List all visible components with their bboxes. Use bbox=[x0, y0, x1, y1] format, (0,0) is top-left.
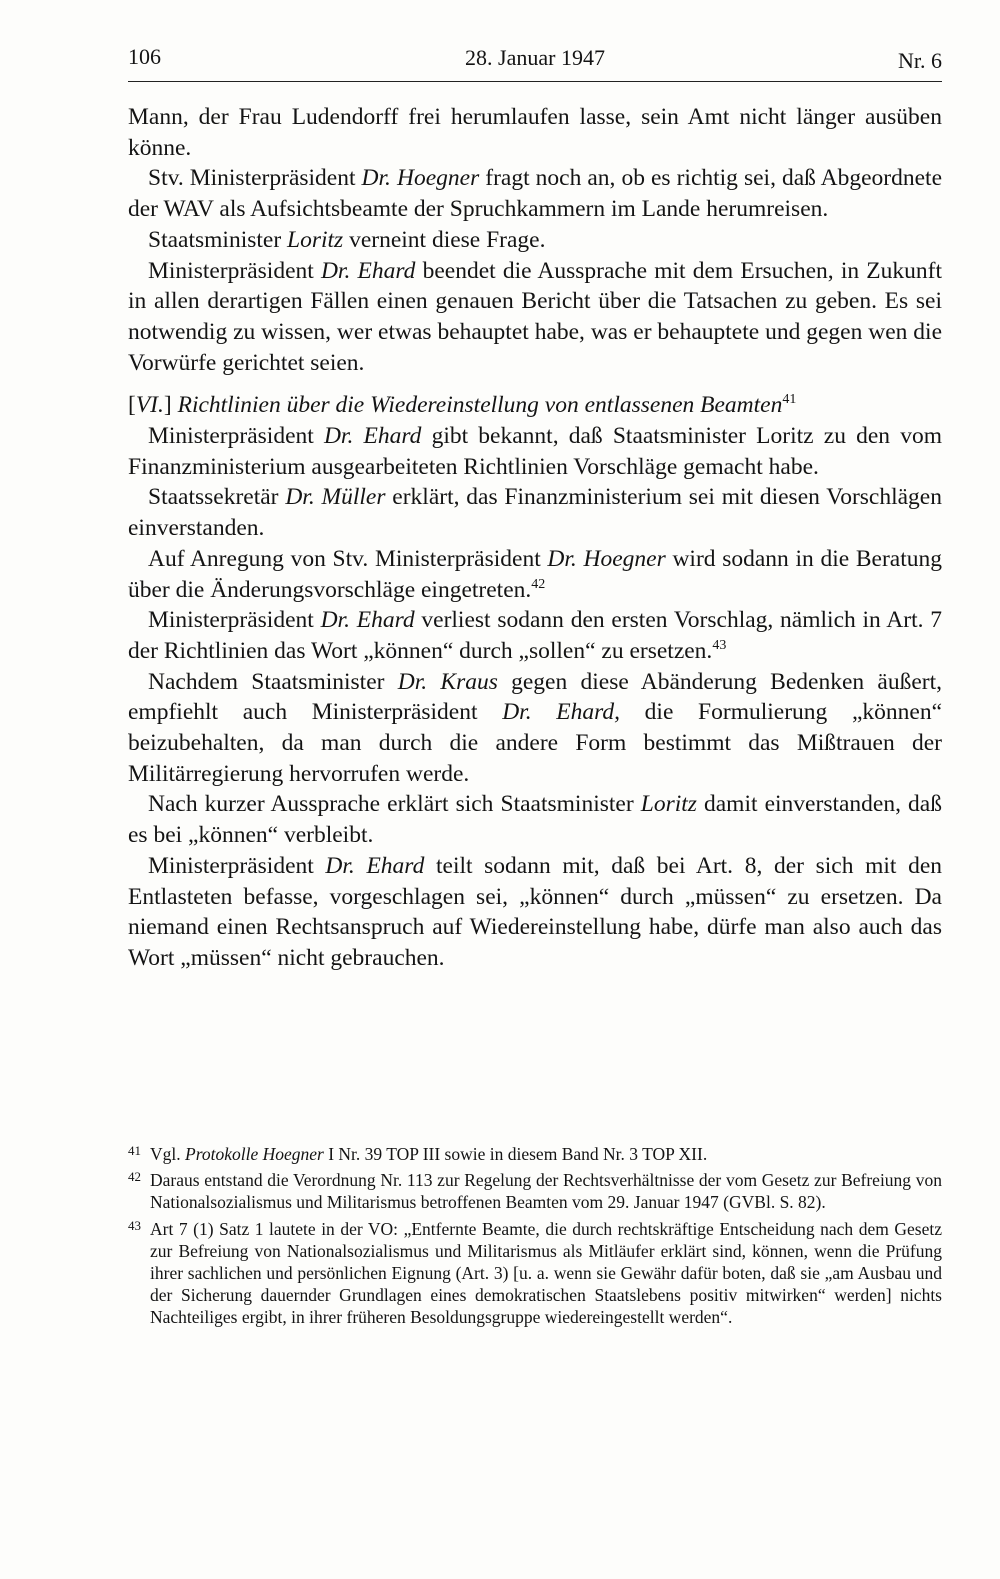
person-name: Loritz bbox=[287, 226, 344, 253]
header-rule bbox=[128, 81, 942, 82]
section-title: Richtlinien über die Wiedereinstellung von entlassenen Beamten bbox=[177, 392, 783, 419]
section-heading: [VI.] Richtlinien über die Wiedereinstellung von entlassenen Beamten$^{41}$ bbox=[128, 392, 797, 419]
paragraph-3: Staatsminister Loritz verneint diese Frage. bbox=[148, 226, 546, 253]
person-name: Ehard bbox=[356, 607, 415, 634]
person-name: Kraus bbox=[440, 668, 498, 695]
header-date: 28. Januar 1947 bbox=[465, 45, 605, 70]
footnote-41: 41 Vgl. Protokolle Hoegner I Nr. 39 TOP III sowie in diesem Band Nr. 3 TOP XII. bbox=[128, 1143, 942, 1165]
document-number: Nr. 6 bbox=[898, 48, 942, 73]
paragraph-5: Ministerpräsident Dr. Ehard gibt bekannt, daß Staatsminister Loritz zu den vom Finanzministerium ausgearbeiteten Richtlinien Vorschläge gemacht habe. bbox=[128, 423, 942, 480]
section-number: VI. bbox=[135, 392, 164, 419]
paragraph-4: Ministerpräsident Dr. Ehard beendet die Aussprache mit dem Ersuchen, in Zukunft in allen derartigen Fällen einen genauen Bericht über die Tatsachen zu geben. Es sei notwendig zu wissen, wer etwas behauptet habe, was er behauptete und gegen wen die Vorwürfe gerichtet seien. bbox=[128, 257, 942, 376]
paragraph-10: Nach kurzer Aussprache erklärt sich Staatsminister Loritz damit einverstanden, daß es bei „können“ verbleibt. bbox=[128, 791, 942, 849]
person-name: Loritz bbox=[640, 791, 697, 818]
person-name: Ehard bbox=[357, 257, 416, 284]
paragraph-2: Stv. Ministerpräsident Dr. Hoegner fragt noch an, ob es richtig sei, daß Abgeordnete der WAV als Aufsichtsbeamte der Spruchkammern im Lande herumreisen. bbox=[128, 165, 943, 223]
person-name: Hoegner bbox=[396, 165, 480, 192]
footnote-43: 43 Art 7 (1) Satz 1 lautete in der VO: „Entfernte Beamte, die durch rechtskräftige Entscheidung nach dem Gesetz zur Befreiung von Nationalsozialismus und Militarismus als Mitläufer erklärt sind, können, wenn die Prüfung ihrer sachlichen und persönlichen Eignung (Art. 3) [u. a. wenn sie Gewähr dafür boten, daß sie „am Ausbau und der Sicherung dauernder Grundlagen eines demokratischen Staatslebens positiv mitwirken“ werden] nichts Nachteiliges ergibt, in ihrer früheren Besoldungsgruppe wiedereingestellt werden“. bbox=[128, 1218, 942, 1329]
footnote-number: 41 bbox=[128, 1143, 141, 1158]
footnote-number: 43 bbox=[128, 1217, 141, 1233]
footnote-ref: 42 bbox=[531, 576, 546, 592]
footnote-number: 42 bbox=[128, 1169, 141, 1185]
paragraph-11: Ministerpräsident Dr. Ehard teilt sodann mit, daß bei Art. 8, der sich mit den Entlasteten befasse, vorgeschlagen sei, „können“ durch „müssen“ zu ersetzen. Da niemand einen Rechtsanspruch auf Wiedereinstellung habe, dürfe man also auch das Wort „müssen“ nicht gebrauchen. bbox=[128, 852, 942, 971]
person-name: Ehard bbox=[366, 852, 425, 879]
person-name: Ehard, bbox=[556, 699, 621, 726]
footnote-ref: 41 bbox=[782, 392, 797, 408]
person-name: Hoegner bbox=[583, 545, 666, 572]
page-number: 106 bbox=[128, 44, 161, 69]
footnotes bbox=[128, 1143, 942, 1333]
paragraph-7: Auf Anregung von Stv. Ministerpräsident Dr. Hoegner wird sodann in die Beratung über die Änderungsvorschläge eingetreten.$^{42}$ bbox=[128, 545, 943, 603]
person-name: Müller bbox=[321, 484, 386, 511]
paragraph-1: Mann, der Frau Ludendorff frei herumlaufen lasse, sein Amt nicht länger ausüben könne. bbox=[128, 104, 942, 161]
main-text bbox=[128, 102, 942, 974]
running-header bbox=[128, 44, 942, 80]
paragraph-8: Ministerpräsident Dr. Ehard verliest sodann den ersten Vorschlag, nämlich in Art. 7 der Richtlinien das Wort „können“ durch „sollen“ zu ersetzen.$^{43}$ bbox=[128, 607, 943, 664]
paragraph-6: Staatssekretär Dr. Müller erklärt, das Finanzministerium sei mit diesen Vorschlägen einverstanden. bbox=[128, 484, 942, 542]
person-name: Ehard bbox=[363, 423, 422, 450]
paragraph-9: Nachdem Staatsminister Dr. Kraus gegen diese Abänderung Bedenken äußert, empfiehlt auch Ministerpräsident Dr. Ehard, die Formulierung „können“ beizubehalten, da man durch die andere Form bestimmt das Mißtrauen der Militärregierung hervorrufen werde. bbox=[128, 668, 943, 787]
footnote-42: 42 Daraus entstand die Verordnung Nr. 113 zur Regelung der Rechtsverhältnisse der vom Gesetz zur Befreiung von Nationalsozialismus und Militarismus betroffenen Beamten vom 29. Januar 1947 (GVBl. S. 82). bbox=[128, 1169, 942, 1213]
footnote-ref: 43 bbox=[712, 637, 727, 653]
